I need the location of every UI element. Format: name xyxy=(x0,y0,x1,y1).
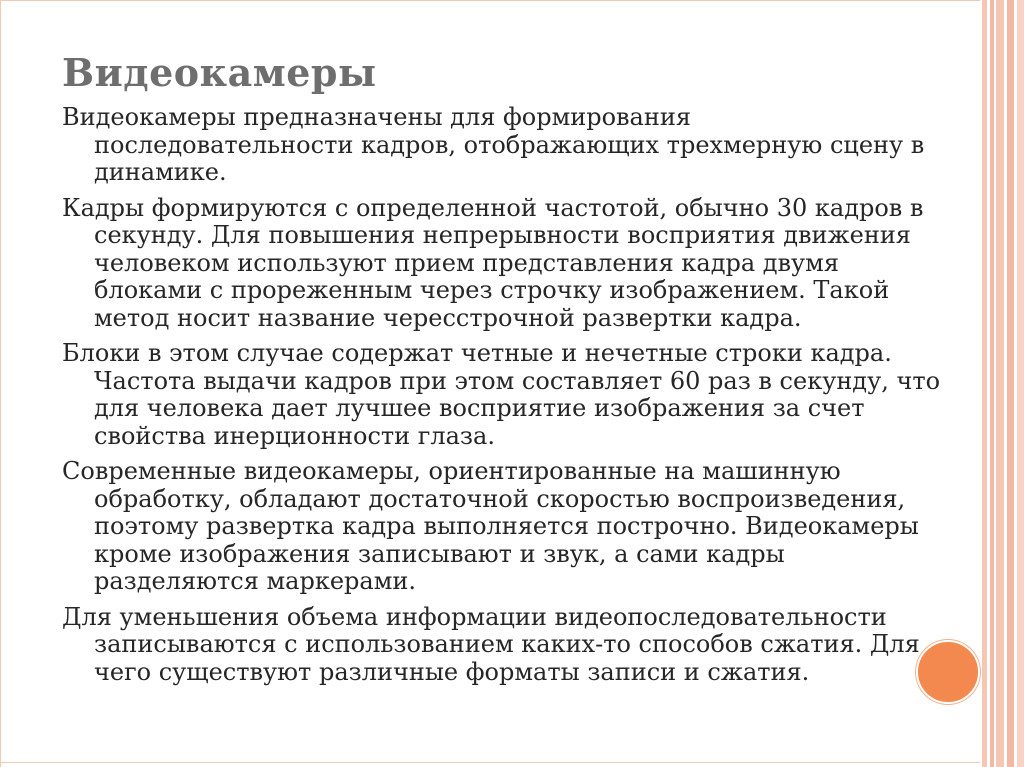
bullet-paragraph: Современные видеокамеры, ориентированные на машинную обработку, обладают достаточной скоростью воспроизведения, поэтому развертка кадра выполняется построчно. Видеокамеры кроме изображения записывают и звук, а сами кадры разделяются маркерами. xyxy=(62,457,919,595)
frame-left-line xyxy=(0,0,1,767)
slide-body xyxy=(62,104,942,694)
decorative-circle xyxy=(916,640,980,704)
bullet-paragraph: Блоки в этом случае содержат четные и нечетные строки кадра. Частота выдачи кадров при этом составляет 60 раз в секунду, что для человека дает лучшее восприятие изображения за счет свойства инерционности глаза. xyxy=(62,339,941,450)
decorative-border-stripe xyxy=(1007,0,1014,767)
frame-top-line xyxy=(0,0,980,1)
decorative-border-stripe xyxy=(990,0,994,767)
decorative-border-stripe xyxy=(1017,0,1024,767)
frame-bottom-line xyxy=(0,762,980,763)
decorative-border-stripe xyxy=(982,0,987,767)
slide-title: Видеокамеры xyxy=(62,50,377,95)
bullet-paragraph: Кадры формируются с определенной частотой, обычно 30 кадров в секунду. Для повышения непрерывности восприятия движения человеком используют прием представления кадра двумя блоками с прореженным через строчку изображением. Такой метод носит название чересстрочной развертки кадра. xyxy=(62,193,924,332)
bullet-paragraph: Для уменьшения объема информации видеопоследовательности записываются с использованием каких-то способов сжатия. Для чего существуют различные форматы записи и сжатия. xyxy=(62,602,920,686)
bullet-paragraph: Видеокамеры предназначены для формирования последовательности кадров, отображающих трехмерную сцену в динамике. xyxy=(62,103,925,186)
decorative-border-stripe xyxy=(996,0,1004,767)
